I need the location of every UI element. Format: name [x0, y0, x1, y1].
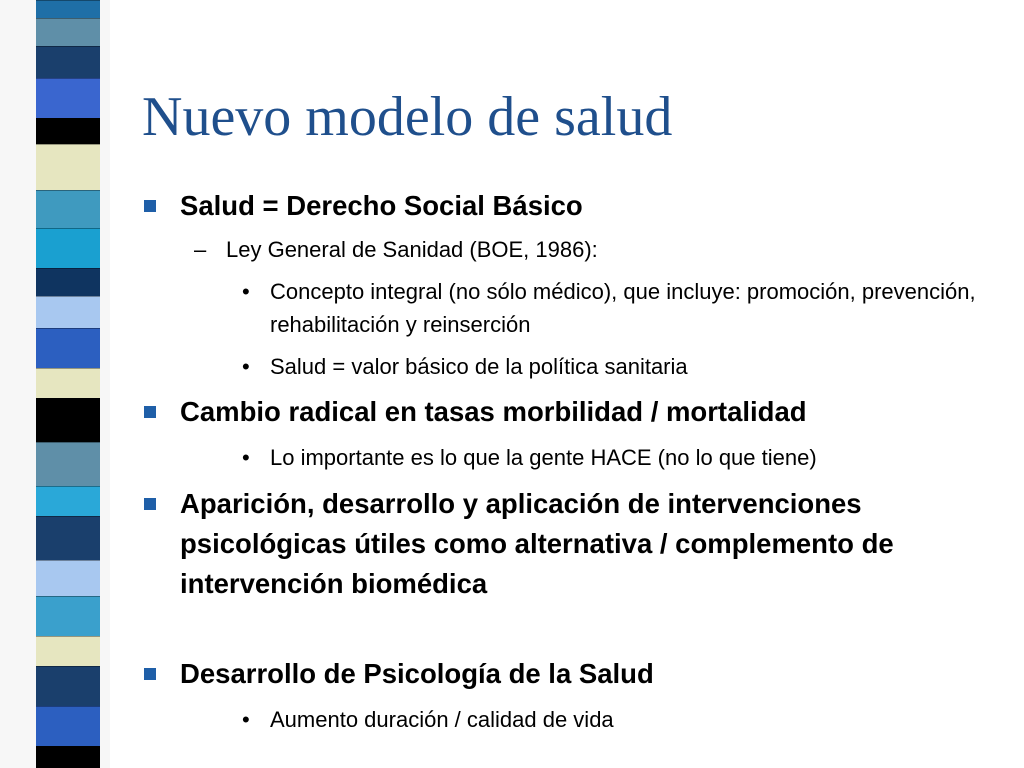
- slide-title: Nuevo modelo de salud: [142, 86, 673, 148]
- stripe-segment: [36, 368, 100, 398]
- bullet-text: Desarrollo de Psicología de la Salud: [180, 658, 654, 689]
- stripe-segment: [36, 46, 100, 78]
- stripe-segment: [36, 398, 100, 442]
- stripe-segment: [36, 78, 100, 118]
- bullet-text: Salud = Derecho Social Básico: [180, 190, 583, 221]
- dot-marker: •: [242, 354, 250, 379]
- sub-sub-bullet-text: Salud = valor básico de la política sanitaria: [270, 354, 688, 379]
- stripe-segment: [36, 486, 100, 516]
- stripe-column: [36, 0, 100, 768]
- stripe-segment: [36, 268, 100, 296]
- stripe-segment: [36, 228, 100, 268]
- bullet-text: Aparición, desarrollo y aplicación de intervenciones psicológicas útiles como alternativa / complemento de intervención biomédica: [180, 488, 894, 599]
- stripe-segment: [36, 596, 100, 636]
- dot-marker: •: [242, 279, 250, 304]
- sub-bullet-text: Ley General de Sanidad (BOE, 1986):: [226, 237, 598, 262]
- stripe-segment: [36, 666, 100, 706]
- dot-marker: •: [242, 445, 250, 470]
- dot-marker: •: [242, 707, 250, 732]
- dash-marker: –: [194, 237, 207, 262]
- stripe-segment: [36, 560, 100, 596]
- stripe-segment: [36, 0, 100, 18]
- bullet-marker: [144, 406, 156, 418]
- sub-sub-bullet-text: Aumento duración / calidad de vida: [270, 707, 614, 732]
- stripe-segment: [36, 18, 100, 46]
- bullet-marker: [144, 200, 156, 212]
- stripe-segment: [36, 706, 100, 746]
- stripe-segment: [36, 746, 100, 768]
- stripe-segment: [36, 328, 100, 368]
- bullet-marker: [144, 668, 156, 680]
- decorative-stripe-border: [0, 0, 110, 768]
- sub-sub-bullet-text: Concepto integral (no sólo médico), que incluye: promoción, prevención, rehabilitación y reinserción: [270, 279, 976, 337]
- bullet-marker: [144, 498, 156, 510]
- stripe-segment: [36, 516, 100, 560]
- stripe-segment: [36, 118, 100, 144]
- sub-sub-bullet-text: Lo importante es lo que la gente HACE (no lo que tiene): [270, 445, 817, 470]
- stripe-segment: [36, 190, 100, 228]
- stripe-segment: [36, 442, 100, 486]
- bullet-text: Cambio radical en tasas morbilidad / mortalidad: [180, 396, 807, 427]
- stripe-segment: [36, 144, 100, 190]
- stripe-segment: [36, 296, 100, 328]
- stripe-segment: [36, 636, 100, 666]
